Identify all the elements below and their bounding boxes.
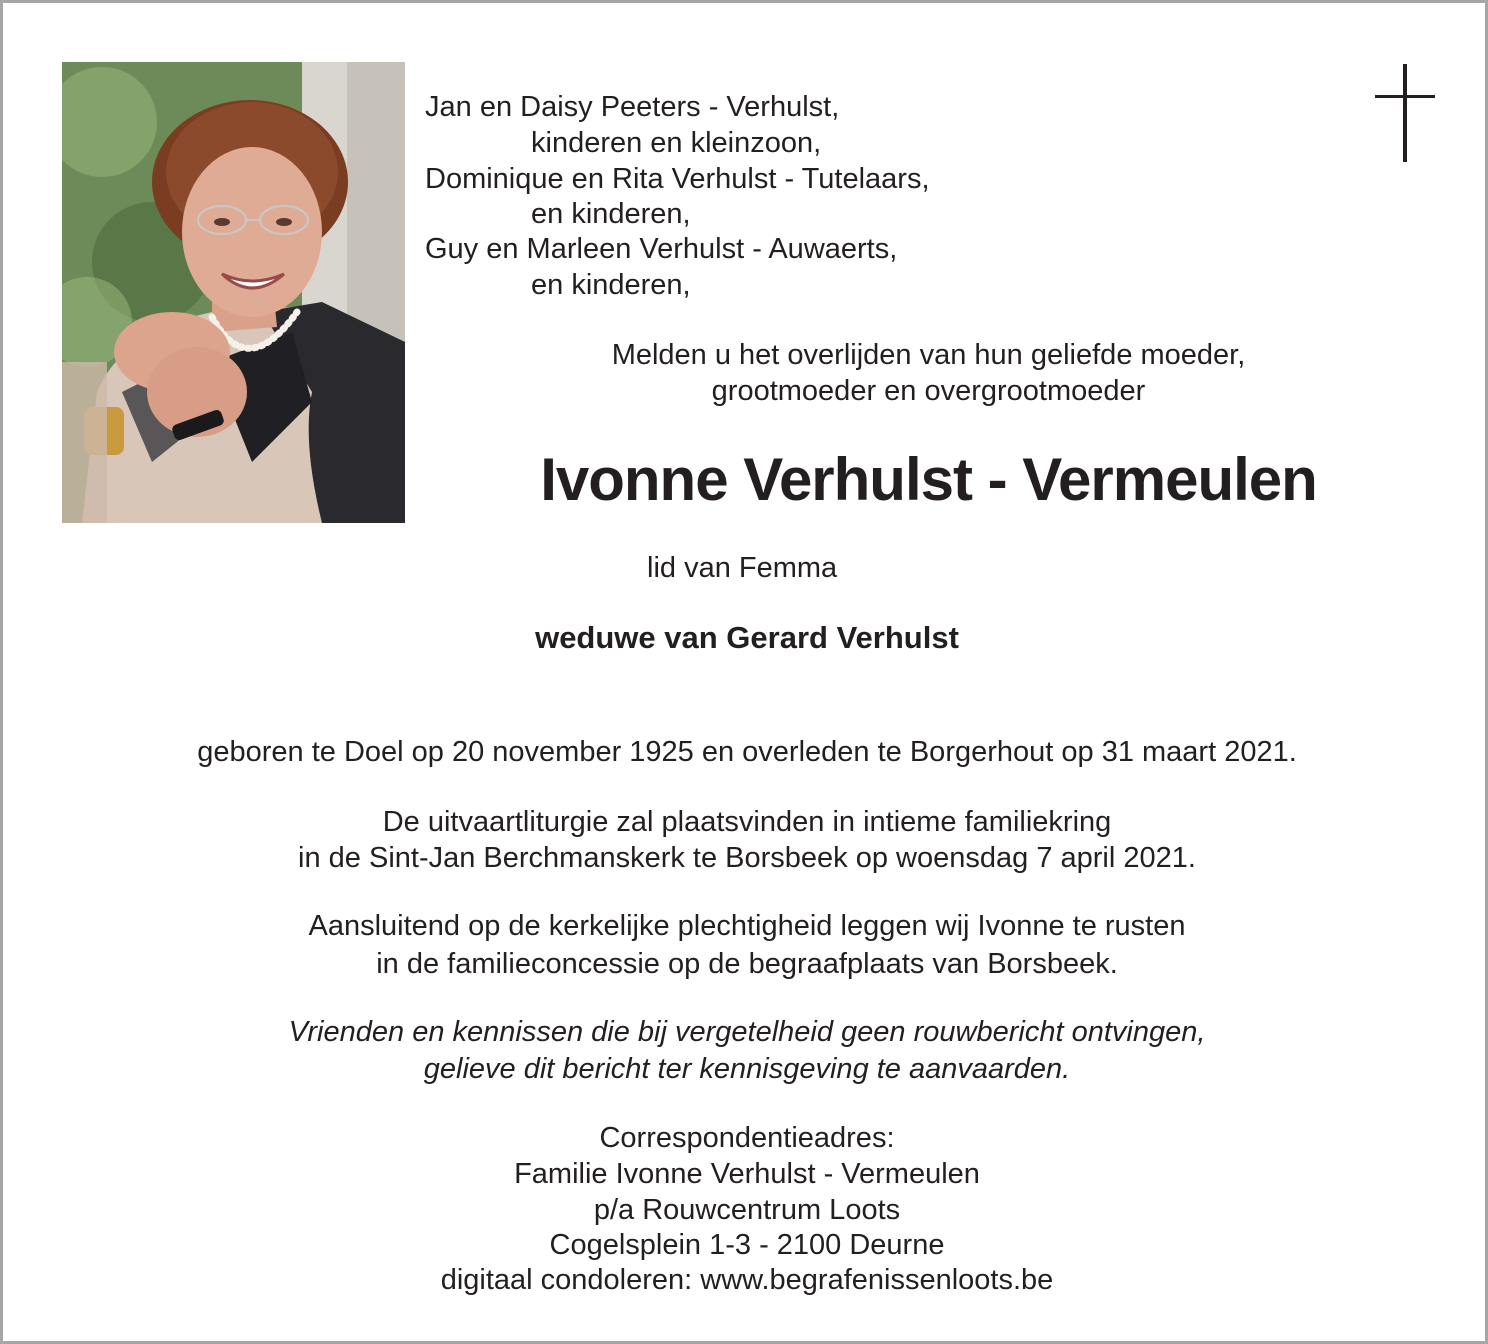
deceased-name: Ivonne Verhulst - Vermeulen bbox=[540, 446, 1317, 513]
family-line: en kinderen, bbox=[531, 198, 691, 230]
correspondence-line: Familie Ivonne Verhulst - Vermeulen bbox=[514, 1158, 980, 1190]
burial-line: in de familieconcessie op de begraafplaats van Borsbeek. bbox=[376, 948, 1118, 980]
family-line: kinderen en kleinzoon, bbox=[531, 127, 822, 159]
notice-line: Vrienden en kennissen die bij vergetelheid geen rouwbericht ontvingen, bbox=[288, 1016, 1206, 1048]
announcement-line: Melden u het overlijden van hun geliefde moeder, bbox=[611, 339, 1246, 371]
birth-death: geboren te Doel op 20 november 1925 en overleden te Borgerhout op 31 maart 2021. bbox=[197, 736, 1297, 768]
announcement-line: grootmoeder en overgrootmoeder bbox=[711, 375, 1146, 407]
correspondence-line: Cogelsplein 1-3 - 2100 Deurne bbox=[549, 1229, 945, 1261]
family-line: Jan en Daisy Peeters - Verhulst, bbox=[425, 91, 840, 123]
membership: lid van Femma bbox=[647, 552, 838, 584]
cross-icon bbox=[1375, 64, 1435, 162]
family-line: Dominique en Rita Verhulst - Tutelaars, bbox=[425, 163, 930, 195]
liturgy-line: in de Sint-Jan Berchmanskerk te Borsbeek op woensdag 7 april 2021. bbox=[298, 842, 1196, 874]
correspondence-heading: Correspondentieadres: bbox=[599, 1122, 895, 1154]
family-line: Guy en Marleen Verhulst - Auwaerts, bbox=[425, 233, 898, 265]
burial-line: Aansluitend op de kerkelijke plechtigheid leggen wij Ivonne te rusten bbox=[308, 910, 1186, 942]
correspondence-line: p/a Rouwcentrum Loots bbox=[593, 1194, 901, 1226]
family-line: en kinderen, bbox=[531, 269, 691, 301]
widow-of: weduwe van Gerard Verhulst bbox=[535, 620, 959, 655]
condolence-link[interactable]: digitaal condoleren: www.begrafenissenloots.be bbox=[440, 1264, 1054, 1296]
liturgy-line: De uitvaartliturgie zal plaatsvinden in intieme familiekring bbox=[382, 806, 1112, 838]
notice-line: gelieve dit bericht ter kennisgeving te aanvaarden. bbox=[423, 1053, 1071, 1085]
